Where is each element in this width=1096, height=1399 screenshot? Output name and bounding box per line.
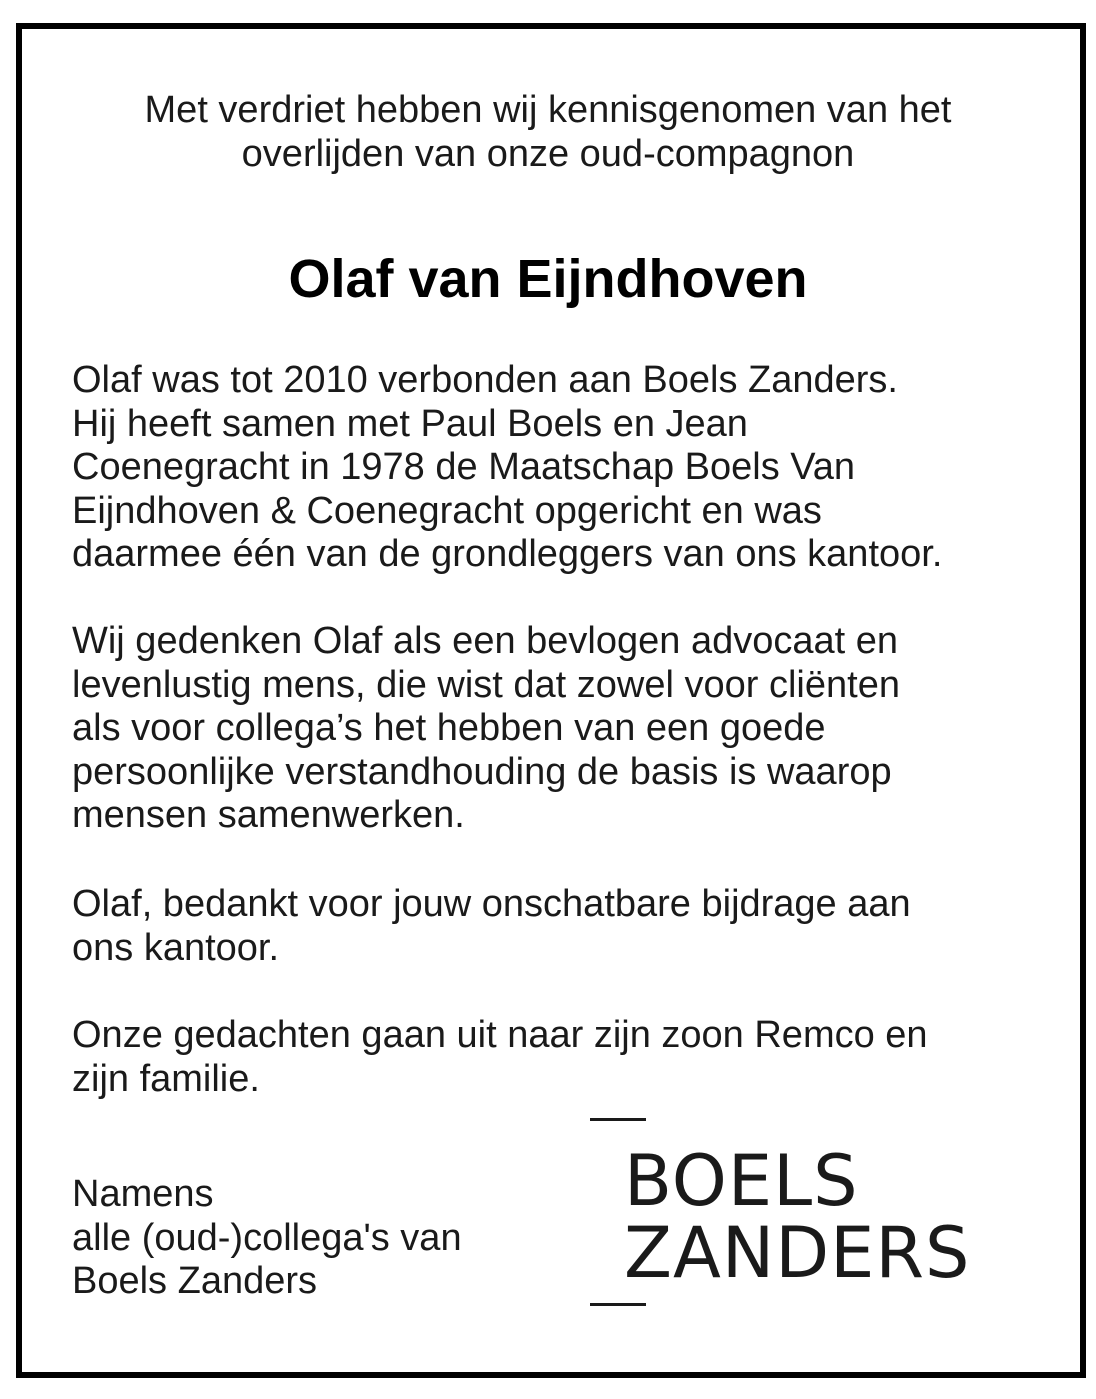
paragraph-line: daarmee één van de grondleggers van ons kantoor. xyxy=(72,533,943,575)
deceased-name: Olaf van Eijndhoven xyxy=(288,249,808,309)
intro-text xyxy=(0,88,1096,176)
paragraph-condolence xyxy=(72,1014,1062,1101)
intro-line: Met verdriet hebben wij kennisgenomen van het xyxy=(144,89,952,131)
signature-line: Namens xyxy=(72,1173,214,1215)
paragraph-line: ons kantoor. xyxy=(72,926,280,969)
paragraph-thanks xyxy=(72,883,1062,970)
paragraph-line: Olaf was tot 2010 verbonden aan Boels Zanders. xyxy=(72,359,898,401)
logo-bottom-bar xyxy=(590,1303,646,1306)
intro-line: overlijden van onze oud-compagnon xyxy=(241,133,855,175)
signature-line: alle (oud-)collega's van xyxy=(72,1216,462,1259)
signature-line: Boels Zanders xyxy=(72,1260,318,1302)
paragraph-line: Coenegracht in 1978 de Maatschap Boels Van xyxy=(72,446,856,488)
paragraph-line: persoonlijke verstandhouding de basis is waarop xyxy=(72,750,892,793)
paragraph-line: zijn familie. xyxy=(72,1057,260,1100)
paragraph-history xyxy=(72,359,1062,577)
paragraph-remembrance xyxy=(72,620,1062,838)
paragraph-line: Onze gedachten gaan uit naar zijn zoon Remco en xyxy=(72,1014,928,1056)
paragraph-line: levenlustig mens, die wist dat zowel voor cliënten xyxy=(72,663,900,706)
logo-word-zanders: ZANDERS xyxy=(624,1212,971,1294)
paragraph-line: Hij heeft samen met Paul Boels en Jean xyxy=(72,402,748,445)
paragraph-line: Olaf, bedankt voor jouw onschatbare bijdrage aan xyxy=(72,883,911,925)
boels-zanders-logo xyxy=(590,1118,1010,1308)
signature-block xyxy=(72,1173,462,1304)
paragraph-line: Eijndhoven & Coenegracht opgericht en was xyxy=(72,489,822,532)
paragraph-line: als voor collega’s het hebben van een goede xyxy=(72,707,826,749)
logo-word-boels: BOELS xyxy=(624,1140,859,1222)
logo-top-bar xyxy=(590,1118,646,1121)
paragraph-line: Wij gedenken Olaf als een bevlogen advocaat en xyxy=(72,620,898,662)
paragraph-line: mensen samenwerken. xyxy=(72,794,465,836)
